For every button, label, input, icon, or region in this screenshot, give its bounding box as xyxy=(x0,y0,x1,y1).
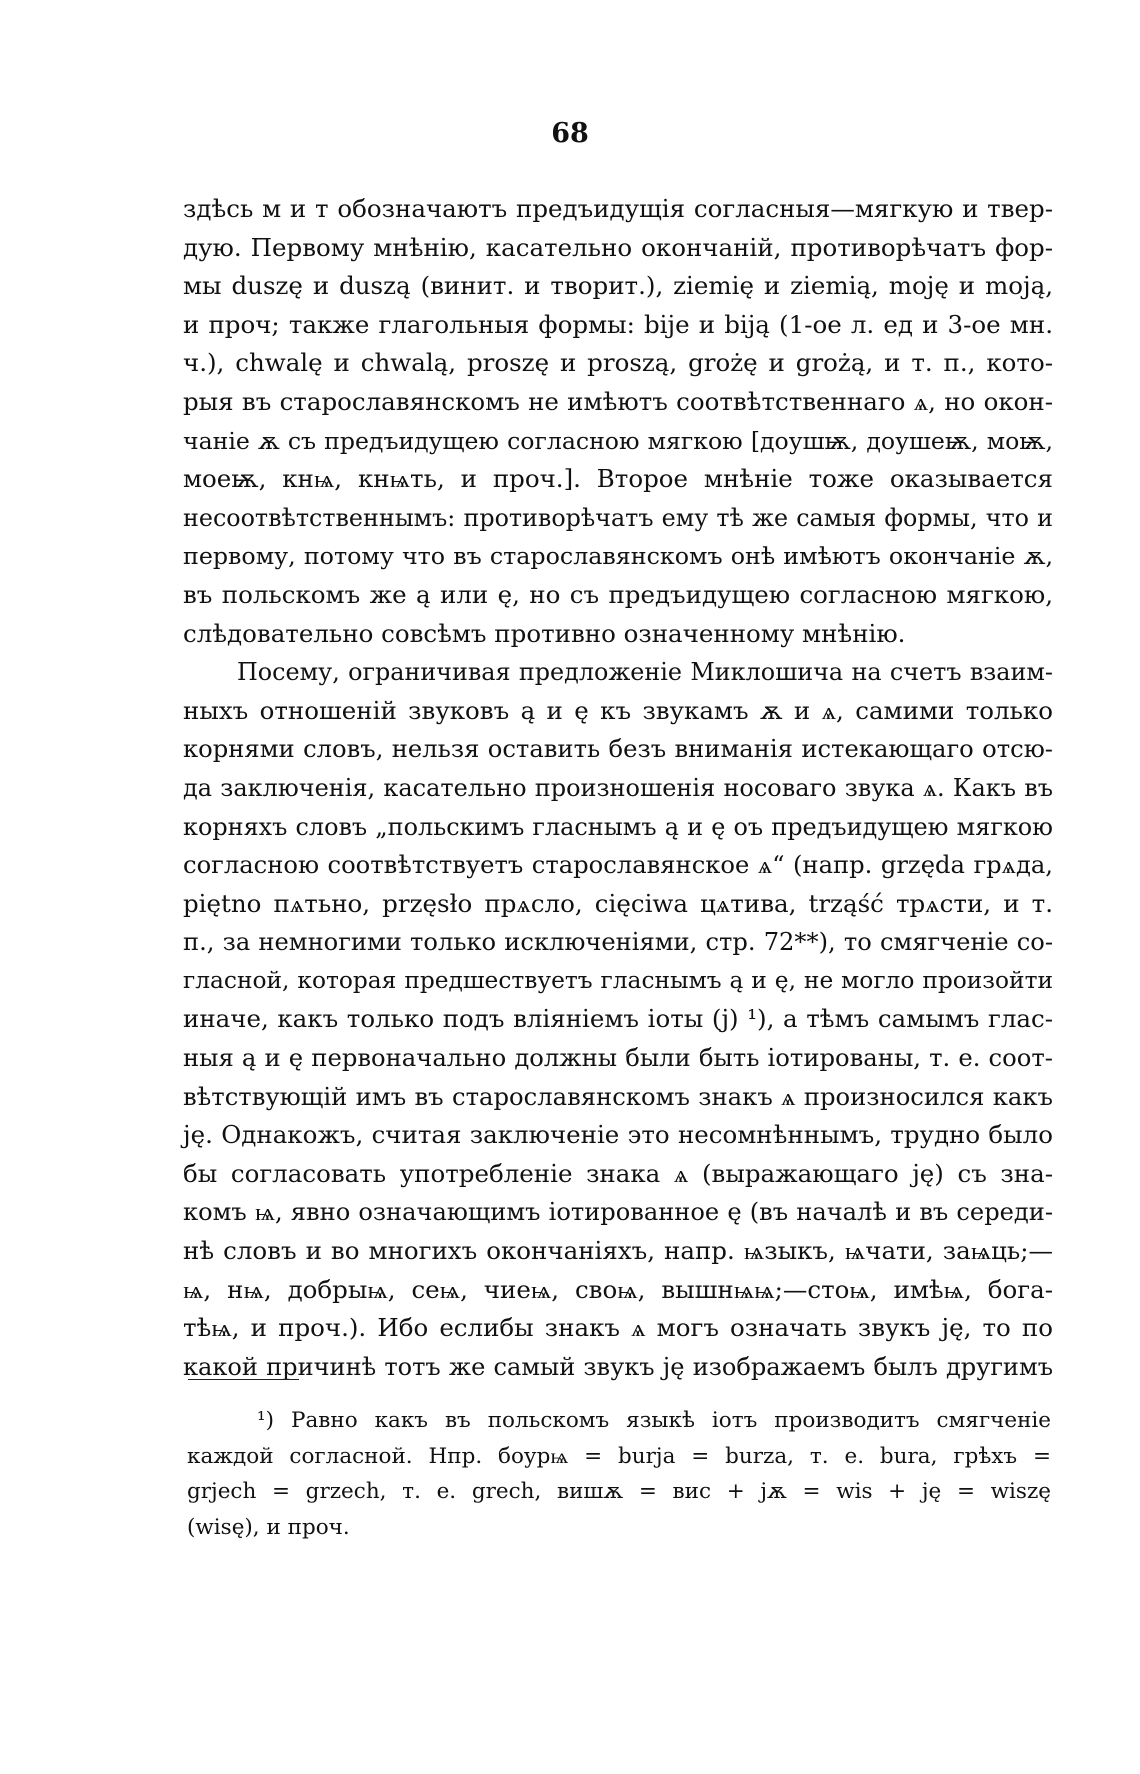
footnote-line: grjech = grzech, т. е. grech, вишѫ = вис + јѫ = wis + ję = wiszę xyxy=(187,1479,1051,1504)
text-line: моеѭ, кнѩ, кнѩть, и проч.]. Второе мнѣніе тоже оказывается xyxy=(183,464,1053,494)
text-line: первому, потому что въ старославянскомъ онѣ имѣютъ окончаніе ѫ, xyxy=(183,542,1053,571)
text-line: бы согласовать употребленіе знака ѧ (выражающаго ję) съ зна- xyxy=(183,1158,1053,1188)
paragraph-start-line: Посему, ограничивая предложеніе Миклошича на счетъ взаим- xyxy=(237,658,1053,687)
text-line: дую. Первому мнѣнію, касательно окончаній, противорѣчатъ фор- xyxy=(183,232,1053,262)
text-line: ѩ, нѩ, добрыѩ, сеѩ, чиеѩ, своѩ, вышнѩѩ;—стоѩ, имѣѩ, бога- xyxy=(183,1274,1053,1304)
footnote-line: каждой согласной. Нпр. боурѩ = burja = burza, т. е. bura, грѣхъ = xyxy=(187,1443,1051,1469)
text-line: какой причинѣ тотъ же самый звукъ ję изображаемъ былъ другимъ xyxy=(183,1352,1053,1381)
text-line: гласной, которая предшествуетъ гласнымъ ą и ę, не могло произойти xyxy=(183,966,1053,994)
paragraph-end-line: слѣдовательно совсѣмъ противно означенному мнѣнію. xyxy=(183,618,906,648)
text-line: вѣтствующій имъ въ старославянскомъ знакъ ѧ произносился какъ xyxy=(183,1081,1053,1111)
text-line: ныя ą и ę первоначально должны были быть іотированы, т. е. соот- xyxy=(183,1043,1053,1073)
text-line: здѣсь м и т обозначаютъ предъидущія согласныя—мягкую и твер- xyxy=(183,194,1053,223)
text-line: мы duszę и duszą (винит. и творит.), ziemię и ziemią, moję и moją, xyxy=(183,271,1053,301)
text-line: тѣѩ, и проч.). Ибо еслибы знакъ ѧ могъ означать звукъ ję, то по xyxy=(183,1313,1053,1343)
text-line: нѣ словъ и во многихъ окончаніяхъ, напр. ѩзыкъ, ѩчати, заѩць;— xyxy=(183,1236,1053,1266)
footnote-line: ¹) Равно какъ въ польскомъ языкѣ іотъ производитъ смягченіе xyxy=(257,1408,1051,1433)
text-line: корняхъ словъ „польскимъ гласнымъ ą и ę оъ предъидущею мягкою xyxy=(183,812,1053,841)
text-line: въ польскомъ же ą или ę, но съ предъидущею согласною мягкою, xyxy=(183,579,1053,609)
text-line: п., за немногими только исключеніями, стр. 72**), то смягченіе со- xyxy=(183,928,1053,957)
page-number: 68 xyxy=(551,118,589,149)
text-line: чаніе ѫ съ предъидущею согласною мягкою [доушѭ, доушеѭ, моѭ, xyxy=(183,426,1053,455)
text-line: да заключенія, касательно произношенія носоваго звука ѧ. Какъ въ xyxy=(183,773,1053,802)
text-line: и проч; также глагольныя формы: bije и biją (1-ое л. ед и 3-ое мн. xyxy=(183,309,1053,339)
footnote-line: (wisę), и проч. xyxy=(187,1514,350,1540)
text-line: иначе, какъ только подъ вліяніемъ іоты (j) ¹), а тѣмъ самымъ глас- xyxy=(183,1004,1053,1034)
text-line: ję. Однакожъ, считая заключеніе это несомнѣннымъ, трудно было xyxy=(183,1120,1053,1150)
text-line: ныхъ отношеній звуковъ ą и ę къ звукамъ ѫ и ѧ, самими только xyxy=(183,695,1053,725)
main-text-block xyxy=(183,190,1053,1386)
text-line: согласною соотвѣтствуетъ старославянское ѧ“ (напр. grzęda грѧда, xyxy=(183,851,1053,880)
text-line: piętno пѧтьно, przęsło прѧсло, cięciwa цѧтива, trząść трѧсти, и т. xyxy=(183,888,1053,918)
text-line: комъ ѩ, явно означающимъ іотированное ę (въ началѣ и въ середи- xyxy=(183,1198,1053,1227)
text-line: несоотвѣтственнымъ: противорѣчатъ ему тѣ же самыя формы, что и xyxy=(183,503,1053,532)
footnote-block xyxy=(187,1403,1051,1545)
text-line: рыя въ старославянскомъ не имѣютъ соотвѣтственнаго ѧ, но окон- xyxy=(183,386,1053,416)
footnote-divider xyxy=(188,1379,299,1380)
text-line: корнями словъ, нельзя оставить безъ вниманія истекающаго отсю- xyxy=(183,734,1053,764)
text-line: ч.), chwalę и chwalą, proszę и proszą, grożę и grożą, и т. п., кото- xyxy=(183,348,1053,378)
